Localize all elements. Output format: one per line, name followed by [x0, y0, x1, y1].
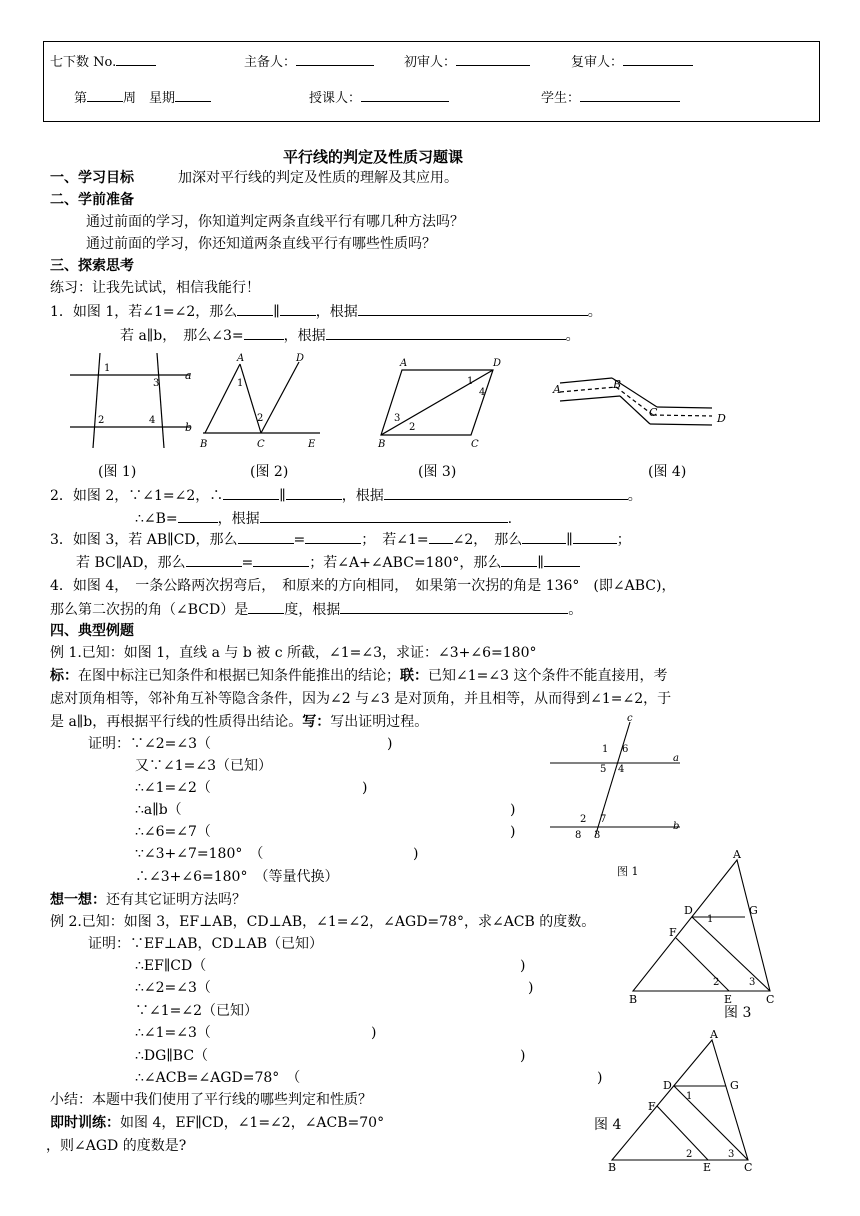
fig1-label: a	[185, 369, 192, 382]
proof1-close: )	[510, 824, 516, 840]
proof2-line: ∴∠2=∠3（	[135, 980, 211, 996]
proof2-line: ∴∠ACB=∠AGD=78° （	[135, 1070, 301, 1086]
example2: 例 2.已知：如图 3，EF⊥AB，CD⊥AB，∠1=∠2，∠AGD=78°，求∠ACB 的度数。	[50, 914, 596, 930]
caption-fig1: (图 1)	[98, 464, 137, 480]
figure3-top	[375, 350, 510, 450]
proof2-line: ∴DG∥BC（	[135, 1048, 209, 1064]
training-question: ，则∠AGD 的度数是?	[46, 1138, 187, 1154]
ex2-label: 3	[749, 977, 756, 988]
figure-training	[600, 1026, 760, 1176]
proof1-line: ∴∠6=∠7（	[135, 824, 211, 840]
fig2-label: B	[200, 439, 208, 450]
page-title: 平行线的判定及性质习题课	[283, 148, 464, 166]
fig4-label: D	[717, 412, 726, 425]
proof2-close: )	[528, 980, 534, 996]
train-label: 1	[686, 1091, 693, 1102]
caption-example1: 图 1	[617, 865, 639, 878]
section3-heading: 三、探索思考	[50, 258, 134, 274]
train-label: G	[730, 1079, 739, 1092]
caption-fig4: (图 4)	[648, 464, 687, 480]
proof1-line: ∴∠3+∠6=180° （等量代换）	[135, 869, 339, 885]
fig1-label: b	[185, 421, 193, 434]
ex1-label: 1	[602, 744, 609, 755]
training: 即时训练：如图 4，EF∥CD，∠1=∠2，∠ACB=70°	[50, 1115, 385, 1131]
figure2-top	[195, 350, 330, 450]
ex2-label: D	[684, 904, 693, 917]
ex1-label: 2	[580, 814, 587, 825]
ex2-label: G	[749, 904, 758, 917]
ex2-label: C	[766, 993, 775, 1006]
train-label: E	[703, 1161, 712, 1174]
fig3-label: C	[471, 439, 479, 450]
ex2-label: A	[733, 848, 741, 861]
problem4-line1: 4．如图 4， 一条公路两次拐弯后， 和原来的方向相同， 如果第一次拐的角是 136° (即∠ABC)，	[50, 578, 676, 594]
section2-q2: 通过前面的学习，你还知道两条直线平行有哪些性质吗？	[86, 236, 436, 252]
fig2-label: A	[237, 353, 245, 364]
proof2-line: ∵∠1=∠2（已知）	[135, 1003, 259, 1019]
figure-example2	[625, 846, 785, 1006]
example1: 例 1.已知：如图 1，直线 a 与 b 被 c 所截，∠1=∠3，求证：∠3+∠6=180°	[50, 645, 537, 661]
proof1-close: )	[387, 736, 393, 752]
section1: 一、学习目标 加深对平行线的判定及性质的理解及其应用。	[50, 170, 458, 186]
fig3-label: 1	[467, 376, 474, 387]
fig1-label: 3	[153, 378, 160, 389]
ex1-label: 6	[622, 744, 629, 755]
caption-fig2: (图 2)	[250, 464, 289, 480]
header-no: 七下数 No.	[50, 50, 156, 70]
problem3-line1: 3．如图 3，若 AB∥CD，那么 = ； 若∠1= ∠2， 那么 ∥ ；	[50, 528, 631, 551]
header-week: 第 周 星期	[74, 86, 211, 106]
proof2-line: 证明：∵EF⊥AB，CD⊥AB（已知）	[88, 936, 323, 952]
train-label: B	[608, 1161, 617, 1174]
example1-hint-line2: 虑对顶角相等，邻补角互补等隐含条件，因为∠2 与∠3 是对顶角，并且相等，从而得到∠1=∠2，于	[50, 691, 672, 707]
header-student: 学生：	[541, 86, 680, 106]
proof1-line: ∴a∥b（	[135, 802, 182, 818]
ex1-label: c	[627, 713, 633, 724]
caption-fig3: (图 3)	[418, 464, 457, 480]
fig3-label: 3	[394, 413, 401, 424]
proof1-close: )	[413, 846, 419, 862]
example1-hint-line3: 是 a∥b，再根据平行线的性质得出结论。写：写出证明过程。	[50, 714, 429, 730]
figure-example1	[545, 712, 695, 842]
train-label: 2	[686, 1149, 693, 1160]
train-label: D	[663, 1079, 672, 1092]
proof1-line: ∴∠1=∠2（	[135, 780, 211, 796]
proof1-close: )	[362, 780, 368, 796]
problem1-line1: 1．如图 1，若∠1=∠2，那么 ∥ ，根据 。	[50, 300, 602, 323]
proof1-line: ∵∠3+∠7=180° （	[135, 846, 264, 862]
fig2-label: C	[257, 439, 265, 450]
fig3-label: A	[400, 358, 408, 369]
fig2-label: D	[296, 353, 305, 364]
header-box	[43, 41, 820, 122]
fig3-label: B	[378, 439, 386, 450]
proof2-close: )	[371, 1025, 377, 1041]
problem3-line2: 若 BC∥AD，那么 = ；若∠A+∠ABC=180°，那么 ∥	[76, 551, 580, 574]
problem2-line2: ∴∠B= ，根据 .	[135, 507, 512, 530]
proof1-close: )	[510, 802, 516, 818]
ex1-label: 4	[618, 764, 625, 775]
ex2-label: E	[724, 993, 733, 1006]
figure1-top	[65, 348, 200, 448]
think: 想一想：还有其它证明方法吗？	[50, 892, 246, 908]
train-label: C	[744, 1161, 753, 1174]
ex2-label: F	[669, 926, 677, 939]
fig3-label: D	[493, 358, 502, 369]
caption-training: 图 4	[594, 1117, 622, 1133]
problem1-line2: 若 a∥b， 那么∠3= ，根据 。	[120, 324, 580, 347]
summary: 小结：本题中我们使用了平行线的哪些判定和性质？	[50, 1092, 372, 1108]
proof2-close: )	[597, 1070, 603, 1086]
ex1-label: 5	[600, 764, 607, 775]
header-author: 主备人：	[244, 50, 374, 70]
proof2-line: ∴∠1=∠3（	[135, 1025, 211, 1041]
practice-intro: 练习：让我先试试，相信我能行！	[50, 280, 260, 296]
example1-hint-line1: 标：在图中标注已知条件和根据已知条件能推出的结论；联：已知∠1=∠3 这个条件不能直接用，考	[50, 668, 668, 684]
ex2-label: 1	[707, 914, 714, 925]
fig2-label: 1	[237, 378, 244, 389]
train-label: F	[648, 1100, 656, 1113]
fig1-label: 2	[98, 415, 105, 426]
train-label: A	[710, 1028, 718, 1041]
fig2-label: 2	[257, 413, 264, 424]
fig1-label: 4	[149, 415, 156, 426]
section4-heading: 四、典型例题	[50, 623, 134, 639]
header-first-review: 初审人：	[404, 50, 530, 70]
ex1-label: 8	[575, 830, 582, 841]
section2-q1: 通过前面的学习，你知道判定两条直线平行有哪几种方法吗？	[86, 214, 464, 230]
ex1-label: 3	[594, 830, 601, 841]
section2-heading: 二、学前准备	[50, 192, 134, 208]
fig4-label: C	[649, 406, 658, 419]
ex1-label: 7	[600, 814, 607, 825]
proof1-line: 又∵∠1=∠3（已知）	[135, 758, 273, 774]
proof2-close: )	[520, 1048, 526, 1064]
fig4-label: A	[553, 383, 561, 396]
ex2-label: 2	[713, 977, 720, 988]
ex1-label: a	[673, 753, 679, 764]
proof1-line: 证明：∵∠2=∠3（	[88, 736, 212, 752]
fig3-label: 2	[409, 422, 416, 433]
problem2-line1: 2．如图 2，∵∠1=∠2，∴ ∥ ，根据 。	[50, 484, 642, 507]
ex1-label: b	[673, 821, 680, 832]
header-teacher: 授课人：	[309, 86, 449, 106]
train-label: 3	[728, 1149, 735, 1160]
figure4-top	[550, 368, 735, 438]
problem4-line2: 那么第二次拐的角（∠BCD）是 度，根据 。	[50, 598, 582, 621]
fig2-label: E	[308, 439, 316, 450]
fig1-label: 1	[104, 363, 111, 374]
fig3-label: 4	[479, 387, 486, 398]
fig4-label: B	[613, 378, 622, 391]
header-second-review: 复审人：	[571, 50, 693, 70]
ex2-label: B	[629, 993, 638, 1006]
proof2-close: )	[520, 958, 526, 974]
proof2-line: ∴EF∥CD（	[135, 958, 207, 974]
caption-example2: 图 3	[724, 1005, 752, 1021]
